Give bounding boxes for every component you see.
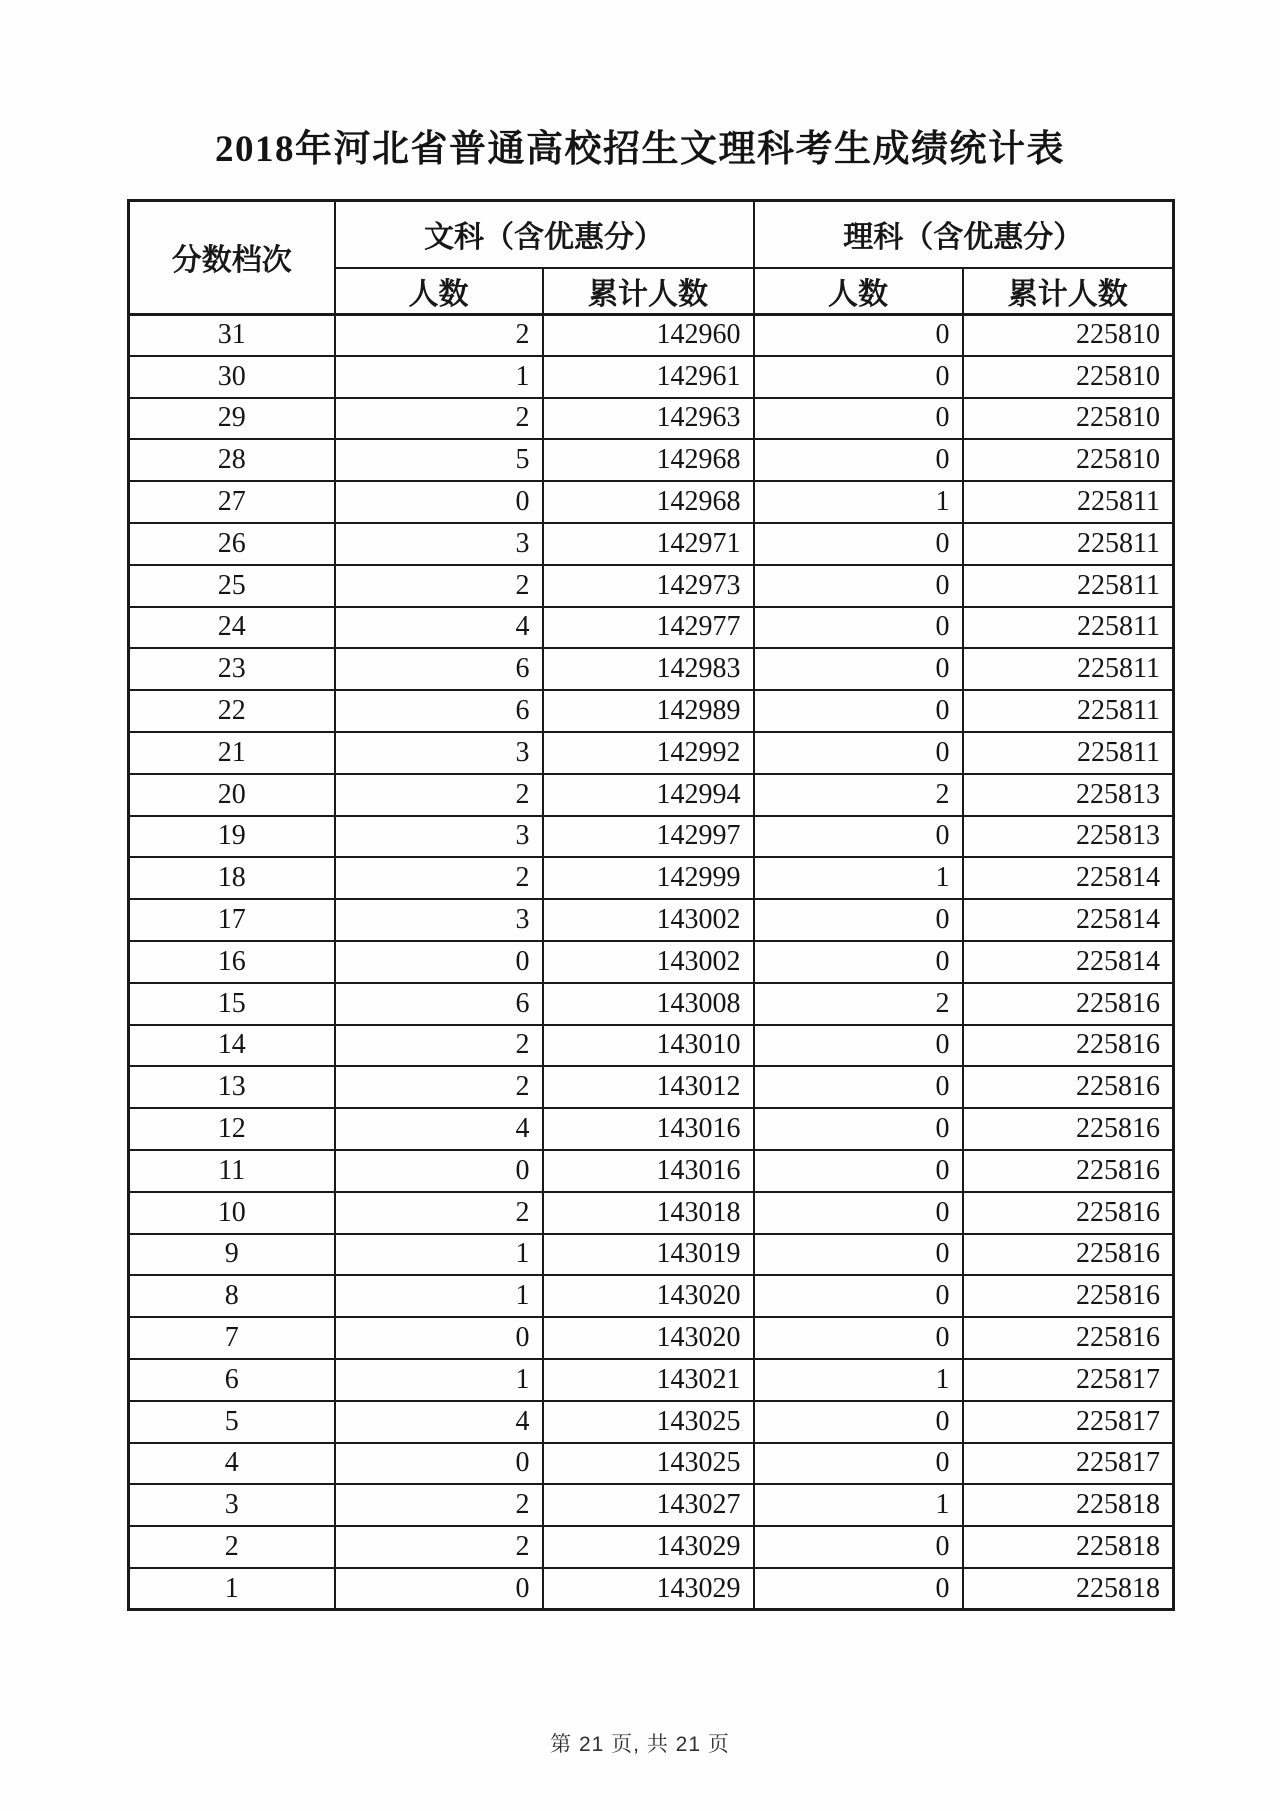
score-level-cell: 9 [129,1234,335,1276]
science-cumulative-cell: 225814 [963,857,1174,899]
arts-count-cell: 4 [335,1401,543,1443]
score-level-cell: 10 [129,1192,335,1234]
table-row [129,607,1174,649]
arts-count-cell: 2 [335,1192,543,1234]
arts-count-cell: 2 [335,774,543,816]
science-cumulative-cell: 225816 [963,1150,1174,1192]
arts-cumulative-cell: 142961 [543,356,754,398]
arts-cumulative-cell: 142989 [543,690,754,732]
score-level-cell: 18 [129,857,335,899]
arts-cumulative-cell: 143025 [543,1401,754,1443]
table-row [129,1443,1174,1485]
science-cumulative-cell: 225810 [963,439,1174,481]
table-row [129,899,1174,941]
score-level-cell: 7 [129,1317,335,1359]
score-level-cell: 23 [129,648,335,690]
table-row [129,1484,1174,1526]
arts-cumulative-cell: 143019 [543,1234,754,1276]
science-count-header: 人数 [754,268,963,315]
science-cumulative-cell: 225810 [963,398,1174,440]
table-row [129,774,1174,816]
arts-count-cell: 6 [335,690,543,732]
score-level-cell: 31 [129,314,335,356]
arts-cumulative-cell: 143008 [543,983,754,1025]
science-count-cell: 2 [754,774,963,816]
score-level-cell: 21 [129,732,335,774]
table-row [129,857,1174,899]
table-header [129,201,1174,315]
arts-cumulative-cell: 142997 [543,816,754,858]
science-count-cell: 0 [754,941,963,983]
science-count-cell: 0 [754,690,963,732]
science-cumulative-cell: 225818 [963,1484,1174,1526]
score-level-cell: 4 [129,1443,335,1485]
table-row [129,1234,1174,1276]
arts-count-cell: 2 [335,398,543,440]
arts-cumulative-cell: 143020 [543,1275,754,1317]
science-count-cell: 1 [754,857,963,899]
arts-count-header: 人数 [335,268,543,315]
science-count-cell: 1 [754,1359,963,1401]
arts-cumulative-cell: 143027 [543,1484,754,1526]
arts-count-cell: 4 [335,607,543,649]
arts-count-cell: 6 [335,983,543,1025]
science-cumulative-cell: 225811 [963,648,1174,690]
table-row [129,565,1174,607]
arts-cumulative-cell: 142973 [543,565,754,607]
table-row [129,439,1174,481]
arts-count-cell: 3 [335,732,543,774]
score-level-cell: 12 [129,1108,335,1150]
score-level-cell: 27 [129,481,335,523]
science-count-cell: 0 [754,1066,963,1108]
table-row [129,523,1174,565]
arts-count-cell: 0 [335,1443,543,1485]
table-row [129,1275,1174,1317]
table-row [129,1192,1174,1234]
science-cumulative-cell: 225811 [963,690,1174,732]
table-row [129,1317,1174,1359]
arts-cumulative-cell: 142963 [543,398,754,440]
arts-count-cell: 6 [335,648,543,690]
arts-cumulative-cell: 143002 [543,941,754,983]
table-row [129,1066,1174,1108]
score-level-cell: 28 [129,439,335,481]
science-cumulative-cell: 225816 [963,1234,1174,1276]
arts-cumulative-cell: 142968 [543,481,754,523]
score-level-cell: 11 [129,1150,335,1192]
arts-cumulative-cell: 142977 [543,607,754,649]
arts-count-cell: 3 [335,899,543,941]
science-count-cell: 0 [754,1234,963,1276]
score-level-cell: 20 [129,774,335,816]
score-level-cell: 22 [129,690,335,732]
table-row [129,1568,1174,1610]
table-row [129,816,1174,858]
science-count-cell: 0 [754,1443,963,1485]
table-row [129,648,1174,690]
arts-cumulative-cell: 142971 [543,523,754,565]
arts-count-cell: 1 [335,1359,543,1401]
arts-cumulative-cell: 143020 [543,1317,754,1359]
science-cumulative-cell: 225816 [963,1025,1174,1067]
science-cumulative-cell: 225817 [963,1359,1174,1401]
arts-count-cell: 0 [335,1317,543,1359]
arts-count-cell: 2 [335,314,543,356]
arts-count-cell: 1 [335,1234,543,1276]
arts-count-cell: 3 [335,523,543,565]
science-count-cell: 0 [754,1150,963,1192]
science-cumulative-cell: 225817 [963,1401,1174,1443]
arts-count-cell: 0 [335,941,543,983]
table-row [129,1359,1174,1401]
score-level-header: 分数档次 [129,201,335,315]
science-count-cell: 0 [754,1526,963,1568]
science-count-cell: 0 [754,607,963,649]
arts-cumulative-cell: 142960 [543,314,754,356]
score-level-cell: 26 [129,523,335,565]
score-level-cell: 2 [129,1526,335,1568]
table-body [129,314,1174,1610]
score-level-cell: 30 [129,356,335,398]
score-level-cell: 15 [129,983,335,1025]
score-level-cell: 13 [129,1066,335,1108]
arts-cumulative-cell: 143010 [543,1025,754,1067]
science-cumulative-cell: 225816 [963,1066,1174,1108]
science-count-cell: 0 [754,523,963,565]
science-cumulative-cell: 225814 [963,899,1174,941]
arts-cumulative-cell: 143029 [543,1526,754,1568]
science-count-cell: 0 [754,1317,963,1359]
score-level-cell: 29 [129,398,335,440]
science-count-cell: 2 [754,983,963,1025]
arts-count-cell: 2 [335,1066,543,1108]
science-cumulative-cell: 225811 [963,565,1174,607]
science-cumulative-cell: 225818 [963,1568,1174,1610]
science-count-cell: 0 [754,1568,963,1610]
score-level-cell: 17 [129,899,335,941]
science-count-cell: 0 [754,565,963,607]
table-row [129,356,1174,398]
science-count-cell: 0 [754,732,963,774]
arts-cumulative-cell: 143029 [543,1568,754,1610]
arts-cumulative-cell: 143021 [543,1359,754,1401]
arts-count-cell: 0 [335,1568,543,1610]
science-count-cell: 1 [754,481,963,523]
score-level-cell: 16 [129,941,335,983]
arts-cumulative-cell: 143012 [543,1066,754,1108]
science-cumulative-cell: 225814 [963,941,1174,983]
arts-cumulative-cell: 143002 [543,899,754,941]
arts-cumulative-cell: 142994 [543,774,754,816]
score-level-cell: 5 [129,1401,335,1443]
science-cumulative-cell: 225816 [963,1192,1174,1234]
science-count-cell: 0 [754,899,963,941]
arts-count-cell: 3 [335,816,543,858]
arts-cumulative-cell: 142999 [543,857,754,899]
arts-cumulative-cell: 142992 [543,732,754,774]
science-count-cell: 0 [754,1275,963,1317]
science-cumulative-cell: 225811 [963,607,1174,649]
science-cumulative-cell: 225811 [963,481,1174,523]
arts-count-cell: 2 [335,565,543,607]
table-row [129,983,1174,1025]
score-level-cell: 6 [129,1359,335,1401]
science-cumulative-cell: 225813 [963,774,1174,816]
science-cumulative-cell: 225811 [963,523,1174,565]
group-header-row [129,201,1174,268]
table-row [129,690,1174,732]
arts-cumulative-cell: 143025 [543,1443,754,1485]
score-level-cell: 24 [129,607,335,649]
score-level-cell: 14 [129,1025,335,1067]
arts-cumulative-cell: 142983 [543,648,754,690]
arts-count-cell: 4 [335,1108,543,1150]
science-count-cell: 0 [754,1108,963,1150]
table-row [129,1025,1174,1067]
science-cumulative-cell: 225818 [963,1526,1174,1568]
science-cumulative-header: 累计人数 [963,268,1174,315]
science-cumulative-cell: 225810 [963,356,1174,398]
science-group-header: 理科（含优惠分） [754,201,1174,268]
science-count-cell: 0 [754,1025,963,1067]
table-row [129,314,1174,356]
science-count-cell: 0 [754,816,963,858]
science-count-cell: 1 [754,1484,963,1526]
arts-count-cell: 2 [335,857,543,899]
science-cumulative-cell: 225816 [963,983,1174,1025]
table-row [129,1108,1174,1150]
table-row [129,481,1174,523]
science-cumulative-cell: 225816 [963,1108,1174,1150]
science-cumulative-cell: 225817 [963,1443,1174,1485]
arts-count-cell: 5 [335,439,543,481]
science-cumulative-cell: 225813 [963,816,1174,858]
science-count-cell: 0 [754,439,963,481]
arts-count-cell: 1 [335,1275,543,1317]
arts-count-cell: 0 [335,481,543,523]
science-cumulative-cell: 225816 [963,1275,1174,1317]
science-cumulative-cell: 225811 [963,732,1174,774]
arts-cumulative-cell: 143018 [543,1192,754,1234]
science-count-cell: 0 [754,1401,963,1443]
score-level-cell: 25 [129,565,335,607]
score-level-cell: 19 [129,816,335,858]
score-stats-table [127,199,1175,1611]
science-count-cell: 0 [754,648,963,690]
table-row [129,732,1174,774]
science-cumulative-cell: 225816 [963,1317,1174,1359]
score-level-cell: 3 [129,1484,335,1526]
science-count-cell: 0 [754,1192,963,1234]
table-row [129,398,1174,440]
science-count-cell: 0 [754,398,963,440]
arts-cumulative-cell: 143016 [543,1150,754,1192]
arts-count-cell: 0 [335,1150,543,1192]
science-cumulative-cell: 225810 [963,314,1174,356]
table-row [129,1150,1174,1192]
arts-cumulative-header: 累计人数 [543,268,754,315]
arts-count-cell: 2 [335,1484,543,1526]
page-number: 第 21 页, 共 21 页 [550,1733,730,1756]
table-row [129,1401,1174,1443]
table-row [129,941,1174,983]
score-level-cell: 1 [129,1568,335,1610]
arts-group-header: 文科（含优惠分） [335,201,754,268]
arts-count-cell: 1 [335,356,543,398]
page-title: 2018年河北省普通高校招生文理科考生成绩统计表 [215,129,1065,170]
arts-cumulative-cell: 142968 [543,439,754,481]
science-count-cell: 0 [754,356,963,398]
arts-count-cell: 2 [335,1526,543,1568]
arts-cumulative-cell: 143016 [543,1108,754,1150]
science-count-cell: 0 [754,314,963,356]
score-level-cell: 8 [129,1275,335,1317]
table-row [129,1526,1174,1568]
arts-count-cell: 2 [335,1025,543,1067]
